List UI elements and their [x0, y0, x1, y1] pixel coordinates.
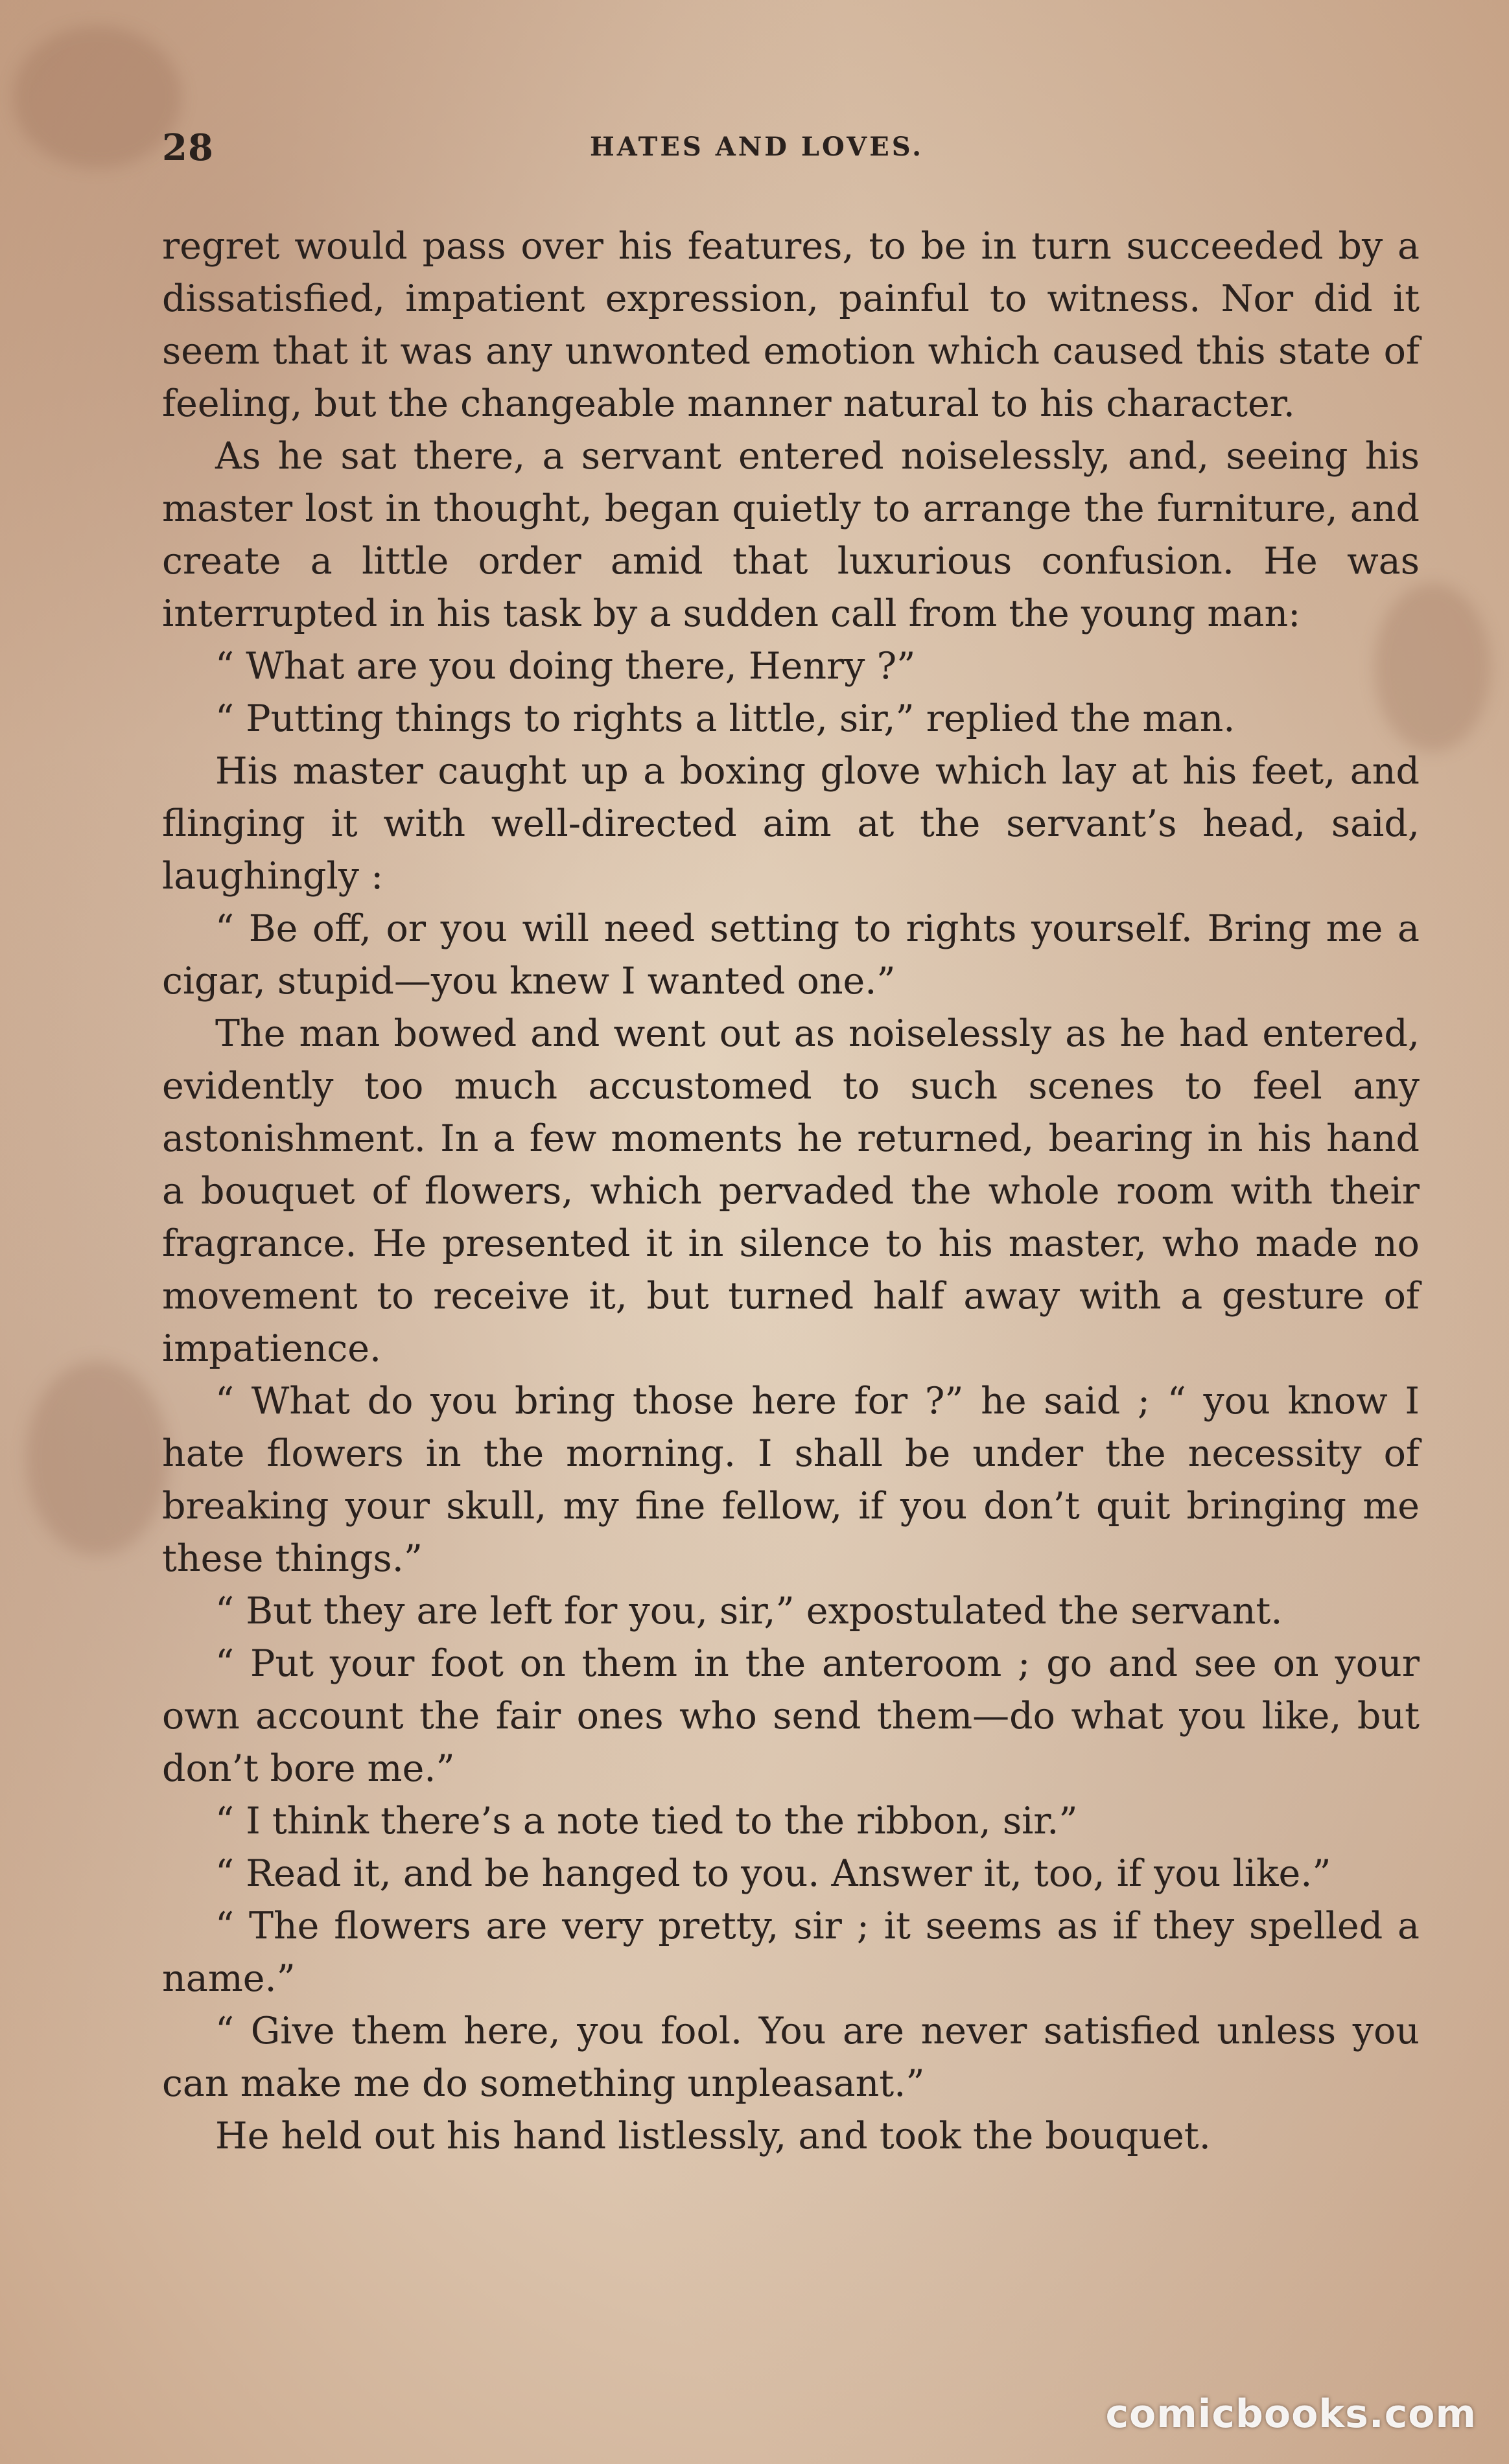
paragraph: “ What are you doing there, Henry ?”	[215, 645, 916, 688]
paragraph: “ But they are left for you, sir,” expostulated the servant.	[215, 1590, 1283, 1633]
running-head	[162, 126, 1413, 178]
page-number: 28	[162, 126, 214, 169]
paragraph: “ Put your foot on them in the anteroom ; go and see on your own account the fair ones who send them—do what you like, but don’t bore me.”	[162, 1642, 1420, 1790]
paragraph: The man bowed and went out as noiselessly as he had entered, evidently too much accustomed to such scenes to feel any astonishment. In a few moments he returned, bearing in his hand a bouquet of flowers, which pervaded the whole room with their fragrance. He presented it in silence to his master, who made no movement to receive it, but turned half away with a gesture of impatience.	[162, 1012, 1420, 1370]
paragraph: He held out his hand listlessly, and took the bouquet.	[215, 2115, 1211, 2157]
paragraph: “ Give them here, you fool. You are never satisfied unless you can make me do something unpleasant.”	[162, 2010, 1420, 2105]
paragraph: “ Putting things to rights a little, sir,” replied the man.	[215, 697, 1235, 740]
paragraph: “ I think there’s a note tied to the ribbon, sir.”	[215, 1800, 1078, 1842]
paragraph: As he sat there, a servant entered noiselessly, and, seeing his master lost in thought, began quietly to arrange the furniture, and create a little order amid that luxurious confusion. He was interrupted in his task by a sudden call from the young man:	[162, 435, 1420, 635]
paper-stain	[13, 26, 181, 169]
running-title: HATES AND LOVES.	[590, 132, 924, 162]
paragraph: “ The flowers are very pretty, sir ; it seems as if they spelled a name.”	[162, 1905, 1420, 2000]
paragraph: “ What do you bring those here for ?” he said ; “ you know I hate flowers in the morning. I shall be under the necessity of breaking your skull, my fine fellow, if you don’t quit bringing me these things.”	[162, 1380, 1420, 1580]
paragraph: His master caught up a boxing glove which lay at his feet, and flinging it with well-directed aim at the servant’s head, said, laughingly :	[162, 750, 1420, 898]
paragraph: “ Be off, or you will need setting to rights yourself. Bring me a cigar, stupid—you knew I wanted one.”	[162, 907, 1420, 1003]
paragraph: “ Read it, and be hanged to you. Answer it, too, if you like.”	[215, 1852, 1331, 1895]
paragraph: regret would pass over his features, to be in turn succeeded by a dissatisfied, impatient expression, painful to witness. Nor did it seem that it was any unwonted emotion which caused this state of feeling, but the changeable manner natural to his character.	[162, 225, 1420, 425]
paper-stain	[26, 1361, 169, 1555]
body-text	[162, 220, 1420, 2163]
watermark: comicbooks.com	[1105, 2391, 1477, 2437]
